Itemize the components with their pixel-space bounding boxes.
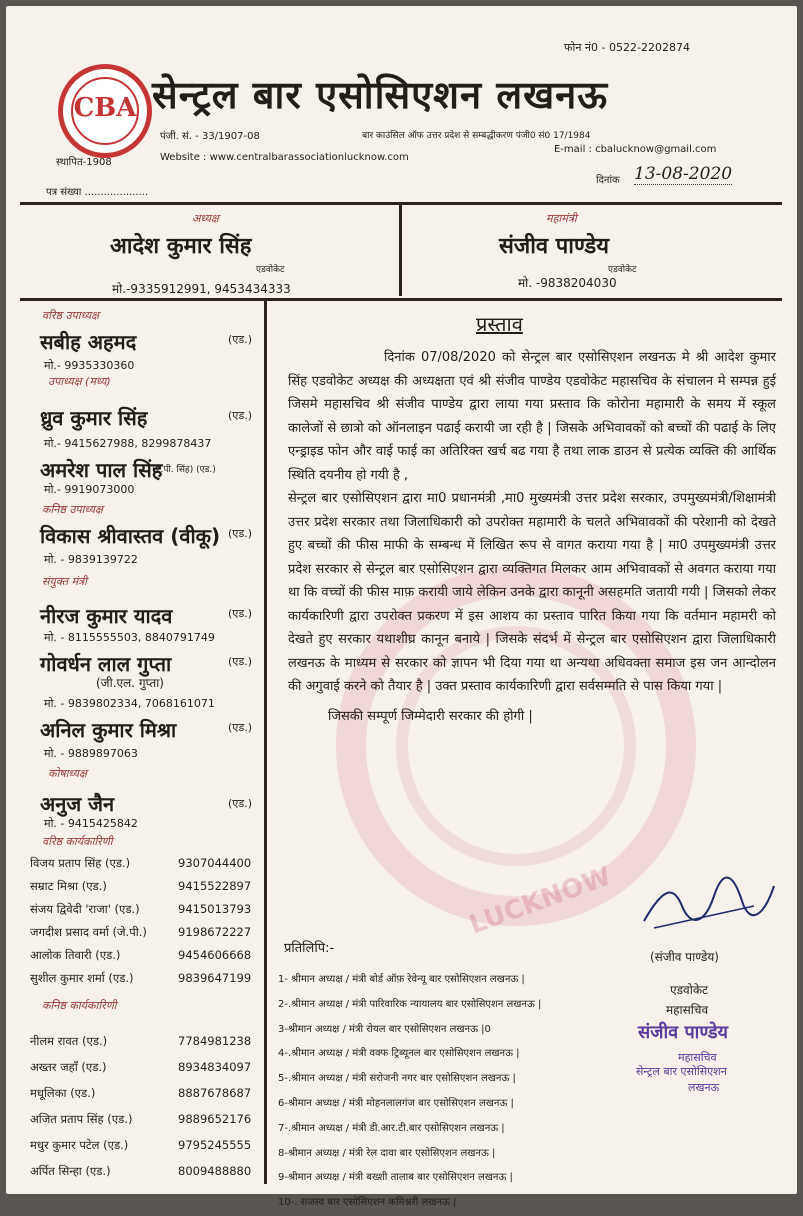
executive-name: जगदीश प्रसाद वर्मा (जे.पी.)	[30, 925, 147, 939]
executive-name: नीलम रावत (एड.)	[30, 1034, 108, 1048]
president-name: आदेश कुमार सिंह	[110, 234, 252, 259]
association-seal-logo	[58, 64, 152, 158]
executive-phone: 9307044400	[178, 856, 252, 870]
member-phone: मो.- 9415627988, 8299878437	[44, 437, 212, 450]
president-title: एडवोकेट	[256, 265, 285, 275]
executive-phone: 8009488880	[178, 1164, 252, 1178]
executive-phone: 9795245555	[178, 1138, 252, 1152]
member-name: नीरज कुमार यादव	[40, 604, 173, 628]
executive-name: अख्तर जहाँ (एड.)	[30, 1060, 107, 1074]
executive-name: विजय प्रताप सिंह (एड.)	[30, 856, 131, 870]
officers-divider	[20, 298, 782, 301]
executive-name: अजित प्रताप सिंह (एड.)	[30, 1112, 133, 1126]
member-phone: मो. - 9839139722	[44, 553, 138, 566]
officer-divider	[399, 204, 402, 296]
copy-recipient: 3-श्रीमान अध्यक्ष / मंत्री रोयल बार एसोसिएशन लखनऊ |0	[278, 1023, 491, 1035]
stamp-title: महासचिव	[678, 1051, 717, 1064]
signatory-designation: महासचिव	[666, 1003, 709, 1017]
seal-monogram: CBA	[73, 93, 137, 123]
member-name: ध्रुव कुमार सिंह	[40, 406, 148, 430]
executive-phone: 9454606668	[178, 948, 252, 962]
signatory-name: (संजीव पाण्डेय)	[650, 950, 719, 964]
executive-phone: 9198672227	[178, 925, 252, 939]
member-suffix: (एड.)	[228, 409, 253, 422]
office-phone: फोन नं0 - 0522-2202874	[564, 41, 690, 54]
secretary-role: महामंत्री	[546, 212, 577, 225]
responsibility-line: जिसकी सम्पूर्ण जिम्मेदारी सरकार की होगी |	[328, 708, 533, 724]
executive-name: अर्पित सिन्हा (एड.)	[30, 1164, 111, 1178]
copy-recipient: 5-.श्रीमान अध्यक्ष / मंत्री सरोजनी नगर बार एसोसिएशन लखनऊ |	[278, 1073, 516, 1085]
senior-executive-list	[30, 852, 251, 990]
member-suffix: (एड.)	[228, 607, 253, 620]
executive-phone: 9415013793	[178, 902, 252, 916]
executive-phone: 9839647199	[178, 971, 252, 985]
executive-phone: 8887678687	[178, 1086, 252, 1100]
resolution-body	[288, 346, 776, 728]
registration-number: पंजी. सं. - 33/1907-08	[160, 131, 260, 142]
copy-recipient: 7-.श्रीमान अध्यक्ष / मंत्री डी.आर.टी.बार एसोसिएशन लखनऊ |	[278, 1122, 505, 1134]
email: E-mail : cbalucknow@gmail.com	[554, 144, 717, 155]
resolution-heading: प्रस्ताव	[476, 312, 523, 336]
copy-recipient: 4-.श्रीमान अध्यक्ष / मंत्री वक्फ ट्रिब्यूनल बार एसोसिएशन लखनऊ |	[278, 1048, 520, 1060]
member-phone: मो. - 9889897063	[44, 747, 138, 760]
sidebar-heading: उपाध्यक्ष (मध्य)	[48, 375, 111, 388]
copy-recipient: 8-श्रीमान अध्यक्ष / मंत्री रेल दावा बार एसोसिएशन लखनऊ |	[278, 1147, 496, 1159]
executive-name: संजय द्विवेदी 'राजा' (एड.)	[30, 902, 140, 916]
copy-recipient: 2-.श्रीमान अध्यक्ष / मंत्री पारिवारिक न्यायालय बार एसोसिएशन लखनऊ |	[278, 998, 542, 1010]
member-name: अनिल कुमार मिश्रा	[40, 718, 177, 742]
executive-name: सम्राट मिश्रा (एड.)	[30, 879, 107, 893]
copies-list	[278, 968, 541, 1216]
member-name: अनुज जैन	[40, 792, 115, 816]
president-phone: मो.-9335912991, 9453434333	[112, 282, 291, 296]
member-alias: (जी.एल. गुप्ता)	[96, 676, 164, 690]
sidebar-heading: कनिष्ठ कार्यकारिणी	[42, 999, 117, 1012]
letter-date: 13-08-2020	[634, 164, 733, 184]
member-phone: मो. - 9415425842	[44, 817, 138, 830]
stamp-name: संजीव पाण्डेय	[638, 1022, 728, 1043]
member-name: अमरेश पाल सिंह	[40, 458, 163, 482]
stamp-organization: सेन्ट्रल बार एसोसिएशन	[636, 1065, 727, 1078]
website: Website : www.centralbarassociationlucknow.com	[160, 152, 409, 163]
secretary-name: संजीव पाण्डेय	[499, 234, 609, 259]
executive-name: आलोक तिवारी (एड.)	[30, 948, 121, 962]
member-suffix: (एड.)	[228, 721, 253, 734]
executive-name: मधुर कुमार पटेल (एड.)	[30, 1138, 129, 1152]
stamp-city: लखनऊ	[688, 1081, 720, 1094]
organization-title: सेन्ट्रल बार एसोसिएशन लखनऊ	[152, 73, 609, 117]
secretary-phone: मो. -9838204030	[518, 276, 617, 290]
resolution-paragraph: दिनांक 07/08/2020 को सेन्ट्रल बार एसोसिएशन लखनऊ मे श्री आदेश कुमार सिंह एडवोकेट अध्यक्ष की अध्यक्षता एवं श्री संजीव पाण्डेय एडवोकेट महासचिव के संचालन मे सम्पन्न हुई जिसमे महासचिव श्री संजीव पाण्डेय द्वारा लाया गया प्रस्ताव कि कोरोना महामारी के समय में स्कूल कालेजों से छात्रो को ऑनलाइन पढाई करायी जा रही है | जिसके अभिवावकों को बच्चों की पढाई के लिए एन्ड्राइड फोन और वाई फाई का अतिरिक्त खर्च बढ गया है तथा लाक डाउन से प्रत्येक व्यक्ति की आर्थिक स्थिति दयनीय हो गयी है ,	[288, 350, 776, 483]
letterhead-document	[6, 6, 797, 1209]
member-suffix: (एड.)	[228, 655, 253, 668]
sidebar-heading: कनिष्ठ उपाध्यक्ष	[42, 503, 103, 516]
executive-name: सुशील कुमार शर्मा (एड.)	[30, 971, 134, 985]
executive-phone: 9415522897	[178, 879, 252, 893]
copies-heading: प्रतिलिपि:-	[284, 941, 335, 956]
executive-phone: 7784981238	[178, 1034, 252, 1048]
sidebar-heading: वरिष्ठ कार्यकारिणी	[42, 835, 113, 848]
member-phone: मो. - 8115555503, 8840791749	[44, 631, 215, 644]
signatory-advocate: एडवोकेट	[670, 983, 709, 997]
executive-phone: 8934834097	[178, 1060, 252, 1074]
member-phone: मो.- 9935330360	[44, 359, 135, 372]
date-label: दिनांक	[596, 175, 620, 186]
secretary-title: एडवोकेट	[608, 265, 637, 275]
sidebar-divider	[264, 298, 267, 1184]
member-suffix: (एड.)	[228, 527, 253, 540]
executive-phone: 9889652176	[178, 1112, 252, 1126]
sidebar-heading: वरिष्ठ उपाध्यक्ष	[42, 309, 99, 322]
executive-name: मधूलिका (एड.)	[30, 1086, 96, 1100]
watermark-text: LUCKNOW	[465, 861, 616, 941]
member-name: सबीह अहमद	[40, 330, 137, 354]
established-year: स्थापित-1908	[56, 157, 112, 168]
copy-recipient: 10-. राजस्व बार एसोसिएशन कमिश्नरी लखनऊ |	[278, 1197, 457, 1209]
sidebar-heading: संयुक्त मंत्री	[42, 575, 87, 588]
member-suffix: (एड.)	[228, 333, 253, 346]
member-suffix: (एड.)	[228, 797, 253, 810]
copy-recipient: 9-श्रीमान अध्यक्ष / मंत्री बख्शी तालाब बार एसोसिएशन लखनऊ |	[278, 1172, 513, 1184]
member-phone: मो.- 9919073000	[44, 483, 135, 496]
copy-recipient: 1- श्रीमान अध्यक्ष / मंत्री बोर्ड ऑफ़ रेवेन्यू बार एसोसिएशन लखनऊ |	[278, 974, 525, 985]
resolution-paragraph: सेन्ट्रल बार एसोसिएशन द्वारा मा0 प्रधानमंत्री ,मा0 मुख्यमंत्री उत्तर प्रदेश सरकार, उपमुख्यमंत्री/शिक्षामंत्री उत्तर प्रदेश सरकार तथा जिलाधिकारी को उपरोक्त महामारी के चलते अभिवावकों की परेशानी को देखते हुए बच्चों की फीस माफी के सम्बन्ध में लिखित रूप से वागत कराया गया है | मा0 उपमुख्यमंत्री उत्तर प्रदेश सरकार से सेन्ट्रल बार एसोसिएशन द्वारा व्यक्तिगत मिलकर आम अभिवावकों से अवगत कराया गया था कि वच्चों की फीस माफ़ करायी जाये लेकिन उनके द्वारा कानूनी असहमति जतायी गयी | जिसको लेकर कार्यकारिणी द्वारा उपरोक्त प्रकरण में इस आशय का प्रस्ताव पारित किया गया कि वर्तमान महामरी को देखते हुए सरकार यथाशीघ्र कानून बनाये | जिसके संदर्भ में सेन्ट्रल बार एसोसिएशन द्वारा जिलाधिकारी लखनऊ के माध्यम से सरकार को ज्ञापन भी दिया गया था अन्यथा अधिवक्ता समाज इस जन आन्दोलन की अगुवाई करने को तैयार है | उक्त प्रस्ताव कार्यकारिणी द्वारा सर्वसम्मति से पास किया गया |	[288, 491, 776, 694]
president-role: अध्यक्ष	[192, 212, 219, 225]
sidebar-heading: कोषाध्यक्ष	[48, 767, 87, 780]
bar-council-affiliation: बार काउंसिल ऑफ उत्तर प्रदेश से सम्बद्धीकरण पंजी0 सं0 17/1984	[362, 131, 591, 141]
member-suffix: (ए.पी. सिंह) (एड.)	[152, 465, 216, 475]
member-phone: मो. - 9839802334, 7068161071	[44, 697, 215, 710]
copy-recipient: 6-श्रीमान अध्यक्ष / मंत्री मोहनलालगंज बार एसोसिएशन लखनऊ |	[278, 1097, 514, 1109]
member-name: विकास श्रीवास्तव (वीकू)	[40, 524, 221, 548]
signature-scribble-icon	[634, 866, 784, 936]
junior-executive-list	[30, 1028, 251, 1184]
letter-number-label: पत्र संख्या ....................	[46, 187, 149, 198]
member-name: गोवर्धन लाल गुप्ता	[40, 652, 172, 676]
